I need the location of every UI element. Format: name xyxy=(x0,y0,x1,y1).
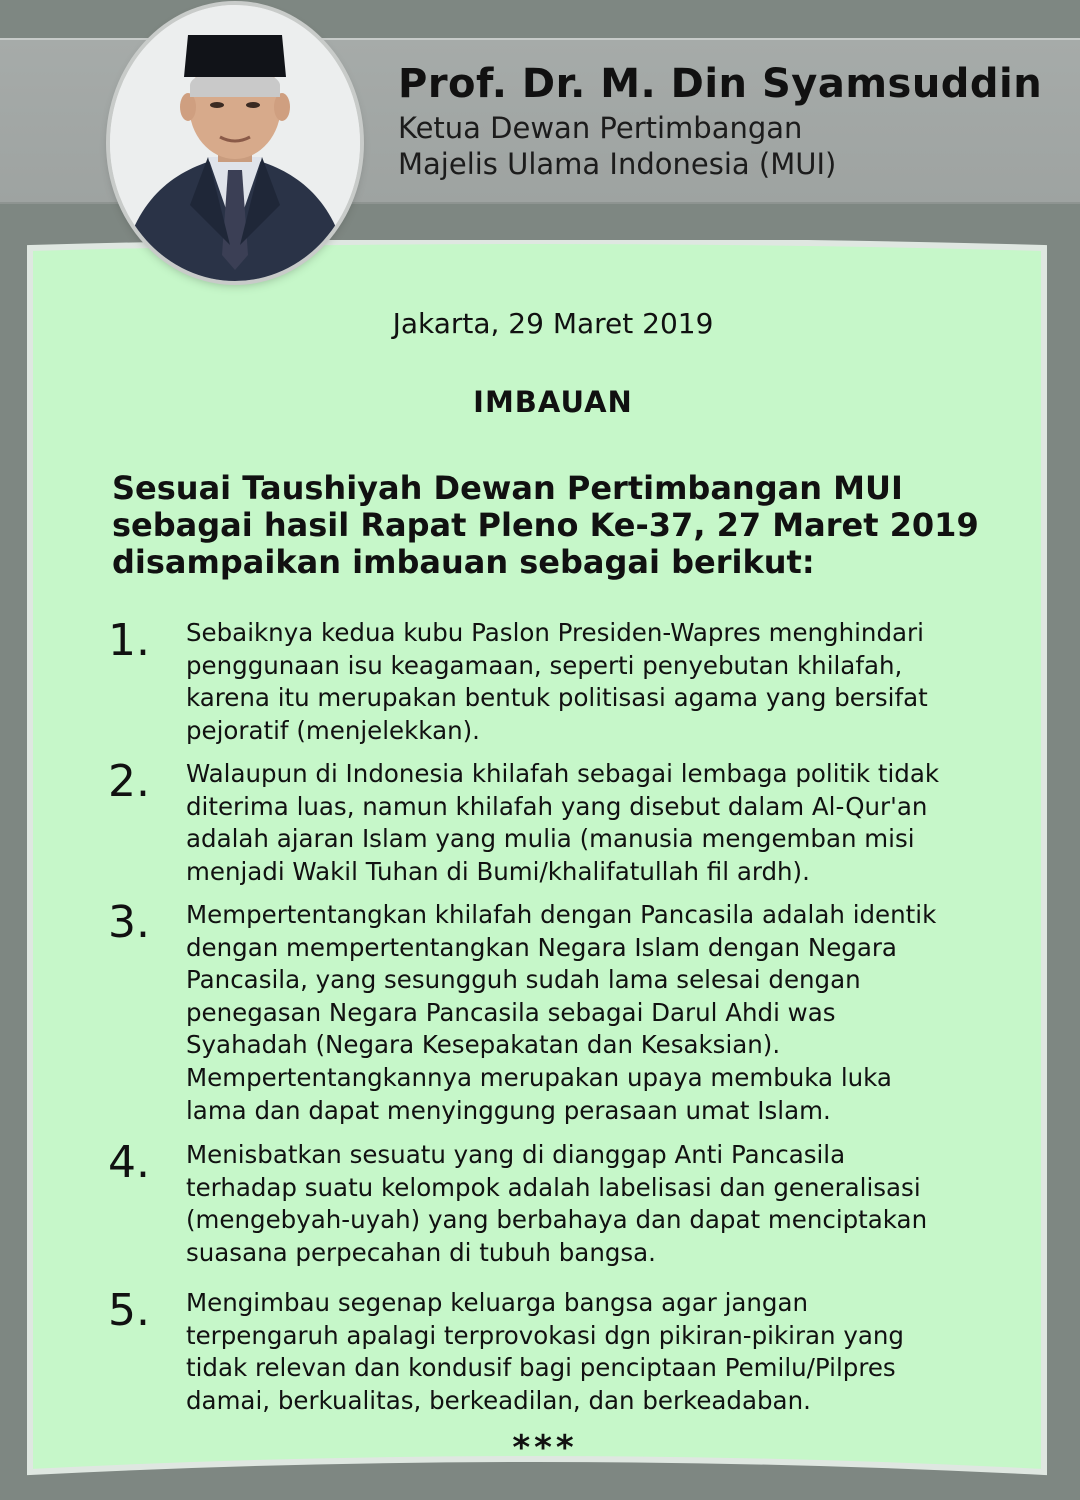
portrait-photo xyxy=(110,5,360,281)
item-number: 4. xyxy=(108,1137,150,1188)
person-role-line-2: Majelis Ulama Indonesia (MUI) xyxy=(398,147,837,181)
item-number: 2. xyxy=(108,756,150,807)
person-role-line-1: Ketua Dewan Pertimbangan xyxy=(398,111,803,145)
item-number: 1. xyxy=(108,615,150,666)
item-text: Walaupun di Indonesia khilafah sebagai lembaga politik tidak diterima luas, namun khilafah yang disebut dalam Al-Qur'an adalah ajaran Islam yang mulia (manusia mengemban misi menjadi Wakil Tuhan di Bumi/khalifatullah fil ardh). xyxy=(186,759,940,886)
document-intro: Sesuai Taushiyah Dewan Pertimbangan MUI sebagai hasil Rapat Pleno Ke-37, 27 Maret 2019 disampaikan imbauan sebagai berikut: xyxy=(112,469,979,581)
item-number: 3. xyxy=(108,897,150,948)
item-text: Mempertentangkan khilafah dengan Pancasila adalah identik dengan mempertentangkan Negara Islam dengan Negara Pancasila, yang sesungguh sudah lama selesai dengan penegasan Negara Pancasila sebagai Darul Ahdi was Syahadah (Negara Kesepakatan dan Kesaksian). Mempertentangkannya merupakan upaya membuka luka lama dan dapat menyinggung perasaan umat Islam. xyxy=(186,900,937,1125)
portrait-illustration xyxy=(110,5,360,281)
item-number: 5. xyxy=(108,1285,150,1336)
closing-asterisks: *** xyxy=(512,1428,578,1468)
document-title: IMBAUAN xyxy=(473,385,633,419)
document-date: Jakarta, 29 Maret 2019 xyxy=(392,307,714,340)
item-text: Menisbatkan sesuatu yang di dianggap Anti Pancasila terhadap suatu kelompok adalah labelisasi dan generalisasi (mengebyah-uyah) yang berbahaya dan dapat menciptakan suasana perpecahan di tubuh bangsa. xyxy=(186,1140,928,1267)
item-text: Sebaiknya kedua kubu Paslon Presiden-Wapres menghindari penggunaan isu keagamaan, seperti penyebutan khilafah, karena itu merupakan bentuk politisasi agama yang bersifat pejoratif (menjelekkan). xyxy=(186,618,928,745)
item-text: Mengimbau segenap keluarga bangsa agar jangan terpengaruh apalagi terprovokasi dgn pikiran-pikiran yang tidak relevan dan kondusif bagi penciptaan Pemilu/Pilpres damai, berkualitas, berkeadilan, dan berkeadaban. xyxy=(186,1288,904,1415)
person-name: Prof. Dr. M. Din Syamsuddin xyxy=(398,61,1043,107)
